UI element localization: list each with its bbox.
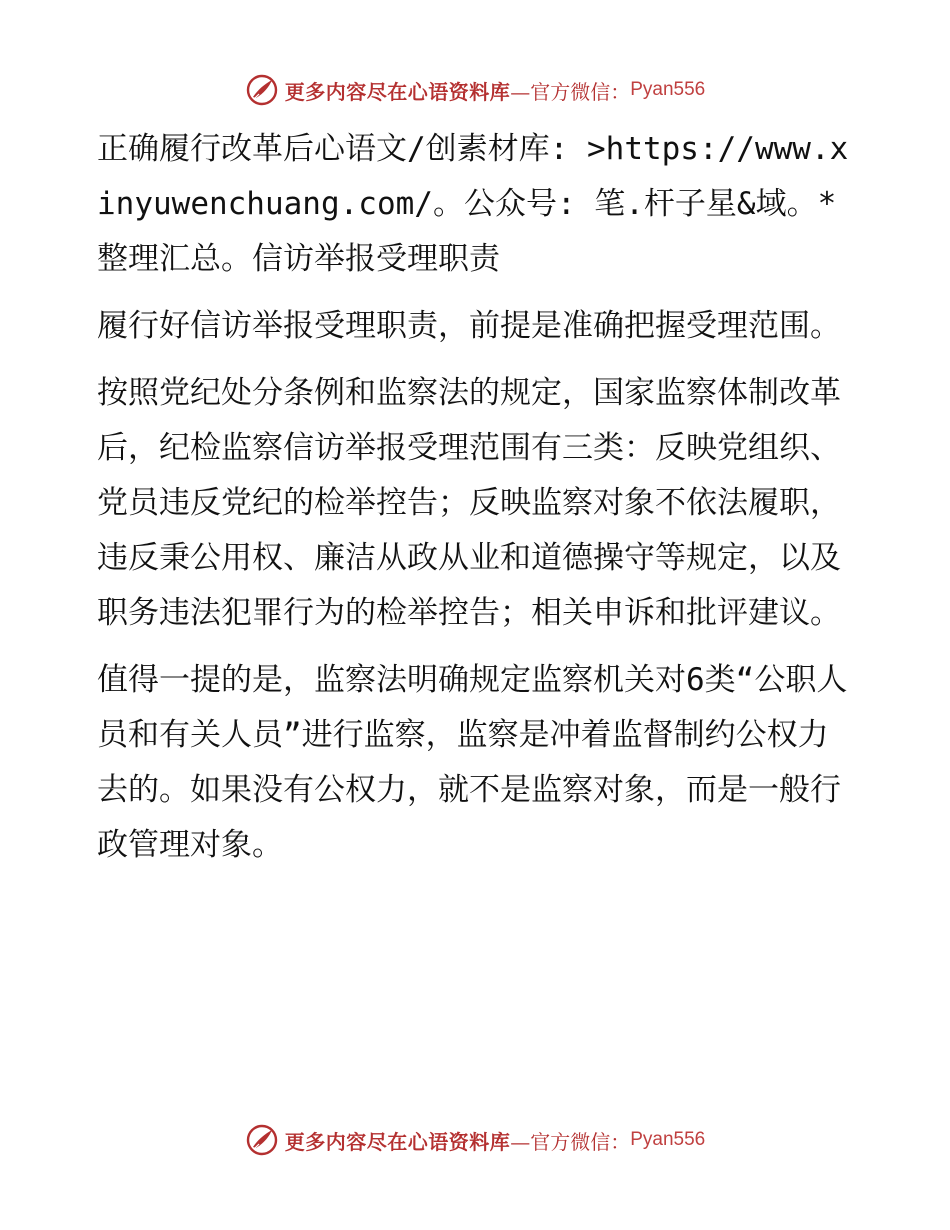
paragraph: 按照党纪处分条例和监察法的规定，国家监察体制改革后，纪检监察信访举报受理范围有三类：反映党组织、党员违反党纪的检举控告；反映监察对象不依法履职，违反秉公用权、廉洁从政从业和道德操守等规定，以及职务违法犯罪行为的检举控告；相关申诉和批评建议。 <box>97 375 841 631</box>
header-banner <box>0 70 950 110</box>
banner-main-text: 更多内容尽在心语资料库 <box>284 79 511 104</box>
quill-pen-logo-icon <box>245 1123 279 1157</box>
banner-sub-text: —官方微信： <box>510 1129 631 1154</box>
banner-sub-text: —官方微信： <box>510 79 631 104</box>
document-body <box>97 122 857 885</box>
banner-wechat-id: Pyan556 <box>630 1129 706 1150</box>
footer-banner <box>0 1120 950 1160</box>
paragraph: 正确履行改革后心语文/创素材库: >https://www.xinyuwenchuang.com/。公众号: 笔.杆子星&域。*整理汇总。信访举报受理职责 <box>97 131 849 277</box>
paragraph: 值得一提的是，监察法明确规定监察机关对6类“公职人员和有关人员”进行监察，监察是冲着监督制约公权力去的。如果没有公权力，就不是监察对象，而是一般行政管理对象。 <box>97 662 848 863</box>
banner-main-text: 更多内容尽在心语资料库 <box>284 1129 511 1154</box>
banner-wechat-id: Pyan556 <box>630 79 706 100</box>
quill-pen-logo-icon <box>245 73 279 107</box>
paragraph: 履行好信访举报受理职责，前提是准确把握受理范围。 <box>97 308 841 344</box>
